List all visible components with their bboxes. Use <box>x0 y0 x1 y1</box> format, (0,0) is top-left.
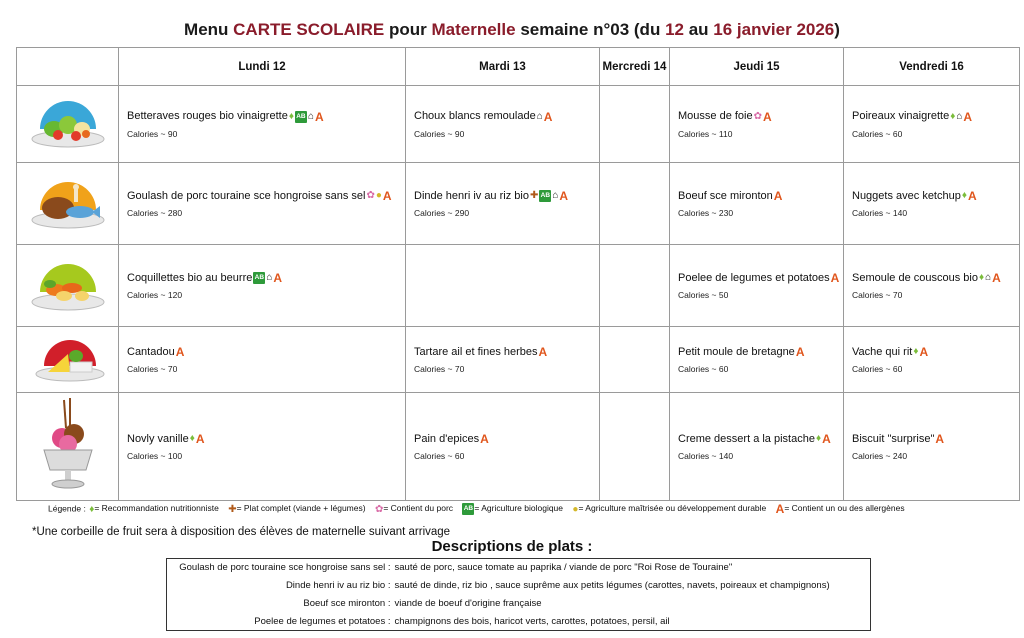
meat-fish-plate-icon <box>28 168 108 234</box>
title-highlight: 16 janvier 2026 <box>713 20 835 39</box>
calories: Calories ~ 140 <box>852 208 908 219</box>
dish-name <box>127 109 405 123</box>
description-row <box>167 613 871 631</box>
menu-cell <box>844 393 1020 501</box>
description-text: champignons des bois, haricot verts, carottes, potatoes, persil, ail <box>394 615 670 627</box>
dish-label: Biscuit "surprise" <box>852 433 935 445</box>
organic-ab-icon: AB <box>295 111 307 123</box>
pork-icon: ✿ <box>366 190 375 202</box>
calories: Calories ~ 90 <box>414 128 465 139</box>
dish-label: Choux blancs remoulade <box>414 110 536 123</box>
dish-label: Poelee de legumes et potatoes <box>678 272 830 284</box>
descriptions-title: Descriptions de plats : <box>431 538 593 555</box>
menu-cell <box>119 163 406 245</box>
calories: Calories ~ 70 <box>414 364 465 374</box>
allergen-icon: A <box>822 432 831 447</box>
calories: Calories ~ 90 <box>127 128 178 139</box>
header-day: Vendredi 16 <box>844 48 1020 86</box>
allergen-icon: A <box>195 432 205 447</box>
menu-cell-empty <box>600 393 670 501</box>
organic-ab-icon: AB <box>253 272 265 284</box>
legend-item: = Contient un ou des allergènes <box>784 503 905 514</box>
calories: Calories ~ 280 <box>127 208 183 219</box>
description-dish: Poelee de legumes et potatoes : <box>254 615 391 627</box>
menu-cell <box>670 393 844 501</box>
title-highlight: 12 <box>665 20 684 39</box>
allergen-icon: A <box>175 345 185 360</box>
allergen-icon: A <box>935 432 945 447</box>
calories: Calories ~ 110 <box>678 128 733 139</box>
dish-label: Cantadou <box>127 346 175 358</box>
menu-table <box>16 47 1020 501</box>
dish-name <box>127 189 405 203</box>
allergen-icon: A <box>538 345 548 360</box>
pork-icon: ✿ <box>374 503 384 515</box>
complete-meal-icon: ✚ <box>529 190 539 202</box>
menu-cell <box>406 163 600 245</box>
cheese-plate-icon <box>28 328 108 386</box>
local-house-icon: ⌂ <box>307 110 314 122</box>
nutrition-leaf-icon: ♦ <box>978 272 985 284</box>
header-row <box>17 48 1020 86</box>
dish-name <box>678 345 843 359</box>
menu-cell-empty <box>600 163 670 245</box>
dish-label: Semoule de couscous bio <box>852 271 978 284</box>
allergen-icon: A <box>773 189 783 204</box>
descriptions-table <box>166 558 871 631</box>
calories: Calories ~ 290 <box>414 208 470 219</box>
complete-meal-icon: ✚ <box>228 503 237 515</box>
vegetables-plate-icon <box>28 250 108 316</box>
dish-label: Dinde henri iv au riz bio <box>414 189 529 202</box>
dish-label: Vache qui rit <box>852 345 913 358</box>
description-dish: Boeuf sce mironton : <box>303 598 391 609</box>
dish-label: Coquillettes bio au beurre <box>127 271 253 284</box>
menu-cell <box>844 163 1020 245</box>
ice-cream-cup-icon <box>28 394 108 494</box>
legend-item: = Recommandation nutritionniste <box>94 503 219 514</box>
header-empty <box>17 48 119 86</box>
nutrition-leaf-icon: ♦ <box>189 433 195 445</box>
title-part: pour <box>384 20 432 39</box>
dish-name <box>127 432 405 446</box>
calories: Calories ~ 60 <box>678 364 729 374</box>
sustainable-agriculture-icon: ● <box>375 190 382 202</box>
description-dish: Dinde henri iv au riz bio : <box>285 580 391 591</box>
description-text: viande de boeuf d'origine française <box>394 598 542 609</box>
calories: Calories ~ 60 <box>414 451 465 461</box>
legend-item: = Agriculture biologique <box>474 503 564 514</box>
dish-label: Creme dessert a la pistache <box>678 432 815 445</box>
title-part: au <box>683 20 714 39</box>
course-row-side <box>17 245 1020 327</box>
menu-cell <box>670 327 844 393</box>
nutrition-leaf-icon: ♦ <box>89 503 95 515</box>
dish-name <box>127 345 405 359</box>
organic-ab-icon: AB <box>539 190 551 202</box>
allergen-icon: A <box>273 271 283 286</box>
description-dish: Goulash de porc touraine sce hongroise sans sel : <box>179 562 391 574</box>
course-row-main <box>17 163 1020 245</box>
allergen-icon: A <box>543 109 553 124</box>
nutrition-leaf-icon: ♦ <box>815 433 822 445</box>
menu-cell <box>119 86 406 163</box>
calories: Calories ~ 60 <box>852 364 903 375</box>
dish-label: Betteraves rouges bio vinaigrette <box>127 110 288 123</box>
menu-cell <box>670 163 844 245</box>
menu-cell <box>119 327 406 393</box>
allergen-icon: A <box>763 109 772 124</box>
calories: Calories ~ 100 <box>127 451 183 462</box>
local-house-icon: ⌂ <box>985 272 992 284</box>
dish-label: Pain d'epices <box>414 433 480 445</box>
menu-cell-empty <box>600 327 670 393</box>
sustainable-agriculture-icon: ● <box>572 503 579 515</box>
calories: Calories ~ 230 <box>678 208 734 218</box>
pork-icon: ✿ <box>753 110 762 122</box>
nutrition-leaf-icon: ♦ <box>961 190 967 202</box>
dish-name <box>414 189 599 203</box>
description-row <box>167 577 871 595</box>
dish-name <box>852 271 1019 285</box>
dish-name <box>852 345 1019 359</box>
title-highlight: Maternelle <box>431 20 516 39</box>
course-row-dessert <box>17 393 1020 501</box>
menu-cell <box>844 245 1020 327</box>
description-text: sauté de porc, sauce tomate au paprika / viande de porc "Roi Rose de Touraine" <box>394 562 733 574</box>
legend-item: = Agriculture maîtrisée ou développement durable <box>578 503 767 514</box>
allergen-icon: A <box>967 189 977 204</box>
dish-label: Boeuf sce mironton <box>678 190 773 202</box>
dish-name <box>414 109 599 123</box>
dish-label: Poireaux vinaigrette <box>852 110 950 123</box>
allergen-icon: A <box>919 345 929 360</box>
allergen-icon: A <box>830 271 840 286</box>
calories: Calories ~ 70 <box>127 364 178 374</box>
dish-label: Goulash de porc touraine sce hongroise sans sel <box>127 189 366 202</box>
starter-illustration <box>17 86 119 163</box>
fruit-basket-note: *Une corbeille de fruit sera à disposition des élèves de maternelle suivant arrivage <box>32 526 451 538</box>
course-row-dairy <box>17 327 1020 393</box>
calories: Calories ~ 140 <box>678 451 734 462</box>
dessert-illustration <box>17 393 119 501</box>
salad-plate-icon <box>28 89 108 155</box>
menu-cell-empty <box>600 245 670 327</box>
title-part: semaine n°03 (du <box>515 20 666 39</box>
menu-cell <box>119 245 406 327</box>
dairy-illustration <box>17 327 119 393</box>
dish-name <box>852 189 1019 203</box>
local-house-icon: ⌂ <box>266 272 273 284</box>
dish-label: Nuggets avec ketchup <box>852 189 961 202</box>
calories: Calories ~ 60 <box>852 128 903 139</box>
course-row-starter <box>17 86 1020 163</box>
header-day: Mardi 13 <box>406 48 600 86</box>
menu-cell-empty <box>406 245 600 327</box>
dish-label: Mousse de foie <box>678 110 753 123</box>
main-illustration <box>17 163 119 245</box>
menu-cell <box>844 327 1020 393</box>
nutrition-leaf-icon: ♦ <box>288 110 294 122</box>
dish-name <box>852 109 1019 123</box>
dish-name <box>414 432 599 446</box>
local-house-icon: ⌂ <box>536 110 543 122</box>
dish-name <box>852 432 1019 446</box>
allergen-icon: A <box>992 271 1001 286</box>
organic-ab-icon: AB <box>462 503 474 515</box>
allergen-icon: A <box>559 189 569 204</box>
calories: Calories ~ 50 <box>678 290 729 300</box>
page-title <box>0 20 1024 40</box>
side-illustration <box>17 245 119 327</box>
menu-cell <box>119 393 406 501</box>
calories: Calories ~ 70 <box>852 290 903 301</box>
title-part: Menu <box>184 20 234 39</box>
dish-name <box>678 432 843 446</box>
local-house-icon: ⌂ <box>956 110 963 122</box>
dish-label: Novly vanille <box>127 432 189 445</box>
calories: Calories ~ 240 <box>852 451 908 461</box>
allergen-icon: A <box>795 345 805 360</box>
allergen-icon: A <box>480 432 489 447</box>
header-day: Mercredi 14 <box>600 48 670 86</box>
legend-item: = Plat complet (viande + légumes) <box>236 503 366 514</box>
description-row <box>167 559 871 577</box>
dish-name <box>127 271 405 285</box>
calories: Calories ~ 120 <box>127 290 183 301</box>
dish-name <box>414 345 599 359</box>
menu-cell-empty <box>600 86 670 163</box>
menu-cell <box>406 393 600 501</box>
dish-name <box>678 109 843 123</box>
allergen-icon: A <box>963 109 973 124</box>
legend <box>48 503 911 515</box>
nutrition-leaf-icon: ♦ <box>913 346 919 358</box>
menu-cell <box>844 86 1020 163</box>
title-highlight: CARTE SCOLAIRE <box>233 20 385 39</box>
allergen-icon: A <box>314 109 324 124</box>
description-text: sauté de dinde, riz bio , sauce suprême aux petits légumes (carottes, navets, poireaux et champignons) <box>394 580 830 591</box>
header-day: Lundi 12 <box>119 48 406 86</box>
nutrition-leaf-icon: ♦ <box>950 110 956 122</box>
allergen-icon: A <box>382 189 392 204</box>
legend-item: = Contient du porc <box>383 503 454 514</box>
title-part: ) <box>834 20 840 39</box>
dish-label: Tartare ail et fines herbes <box>414 346 538 358</box>
menu-cell <box>670 86 844 163</box>
menu-cell <box>406 327 600 393</box>
local-house-icon: ⌂ <box>552 190 559 202</box>
dish-label: Petit moule de bretagne <box>678 346 795 358</box>
header-day: Jeudi 15 <box>670 48 844 86</box>
menu-cell <box>406 86 600 163</box>
allergen-icon: A <box>775 502 785 516</box>
dish-name <box>678 271 843 285</box>
legend-label: Légende : <box>48 503 86 514</box>
dish-name <box>678 189 843 203</box>
menu-cell <box>670 245 844 327</box>
description-row <box>167 595 871 613</box>
